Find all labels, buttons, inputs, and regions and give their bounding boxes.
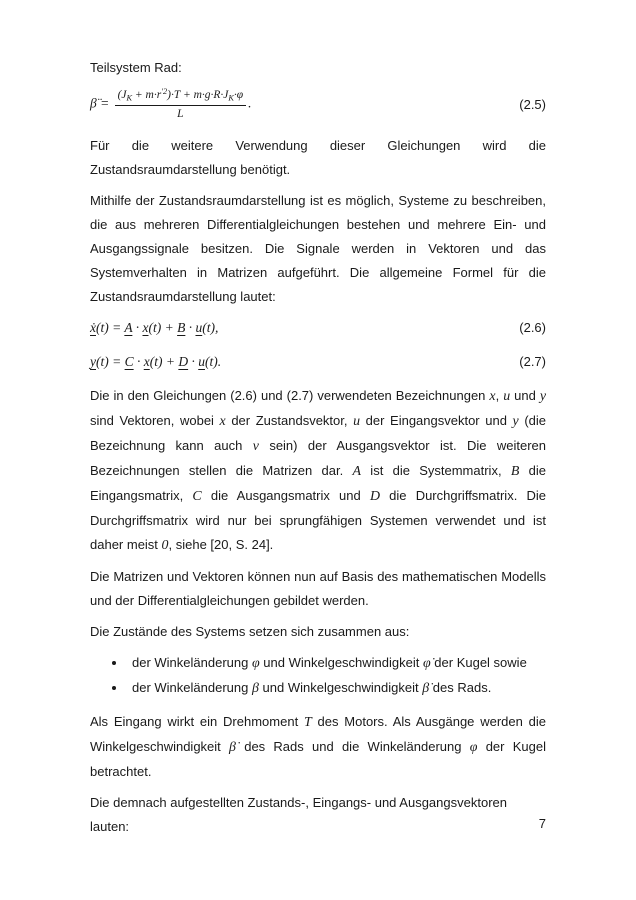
- math-vector-symbol: x: [142, 320, 149, 336]
- math-subscript: K: [228, 93, 234, 103]
- equation-2-6: [90, 316, 546, 340]
- math-symbol: β̇: [229, 740, 236, 756]
- math-symbol: φ: [469, 740, 478, 756]
- math-vector-symbol: D: [178, 354, 189, 370]
- paragraph-matrizen-vektoren: Die Matrizen und Vektoren können nun auf Basis des mathematischen Modells und der Differentialgleichungen gebildet werden.: [90, 569, 546, 609]
- equation-2-5-number: (2.5): [519, 96, 546, 112]
- paragraph-verwendung: Für die weitere Verwendung dieser Gleichungen wird die Zustandsraumdarstellung benötigt.: [90, 138, 546, 178]
- math-symbol: y: [539, 389, 546, 405]
- page-number: 7: [538, 816, 546, 831]
- equation-2-7: [90, 350, 546, 374]
- math-subscript: K: [126, 93, 133, 103]
- math-symbol: B: [510, 464, 520, 480]
- math-symbol: T: [303, 715, 312, 731]
- math-symbol: x: [219, 414, 226, 430]
- math-vector-symbol: C: [124, 354, 134, 370]
- paragraph-zustaende: Die Zustände des Systems setzen sich zusammen aus:: [90, 624, 410, 640]
- math-symbol: β̇: [422, 681, 430, 697]
- fraction: $\frac{(J_K + m\cdot r^{'2})\cdot T + m\cdot g\cdot R\cdot J_K\cdot\varphi}{L}$: [115, 87, 247, 122]
- math-symbol: x: [489, 389, 496, 405]
- math-symbol: D: [369, 489, 380, 505]
- equation-2-7-number: (2.7): [519, 354, 546, 370]
- equation-2-7-body: y(t) = C · x(t) + D · u(t).: [90, 354, 222, 370]
- math-symbol: A: [352, 464, 362, 480]
- math-symbol: u: [503, 389, 511, 405]
- math-vector-symbol: B: [177, 320, 186, 336]
- math-symbol: φ̇: [422, 656, 431, 672]
- math-symbol: y: [512, 414, 519, 430]
- math-vector-symbol: A: [124, 320, 133, 336]
- text-block: [90, 56, 546, 846]
- paragraph-vektoren-lauten: Die demnach aufgestellten Zustands-, Eingangs- und Ausgangsvektoren lauten:: [90, 795, 507, 835]
- math-superscript: ′2: [161, 87, 168, 96]
- equation-2-5-body: β̈ = $\frac{(J_K + m\cdot r^{'2})\cdot T + m\cdot g\cdot R\cdot J_K\cdot\varphi}{L}$ .: [90, 87, 252, 121]
- math-vector-symbol: u: [198, 354, 205, 370]
- paragraph-eingang-ausgang: Als Eingang wirkt ein Drehmoment T des Motors. Als Ausgänge werden die Winkelgeschwindigkeit β̇ des Rads und die Winkeländerung φ der Kugel betrachtet.: [90, 714, 546, 780]
- math-symbol: u: [353, 414, 361, 430]
- math-vector-symbol: x: [143, 354, 150, 370]
- equation-2-6-body: ẋ(t) = A · x(t) + B · u(t),: [90, 320, 219, 336]
- math-symbol: φ: [251, 656, 260, 672]
- equation-2-5: [90, 87, 546, 122]
- math-symbol: β: [251, 681, 259, 697]
- bullet-item-rad: • der Winkeländerung β und Winkelgeschwindigkeit β̇ des Rads.: [127, 676, 546, 701]
- math-vector-symbol: y: [90, 354, 96, 370]
- paragraph-teilsystem-rad: Teilsystem Rad:: [90, 60, 182, 75]
- math-vector-symbol: u: [195, 320, 203, 336]
- paragraph-mithilfe: Mithilfe der Zustandsraumdarstellung ist es möglich, Systeme zu beschreiben, die aus mehreren Differentialgleichungen bestehen und mehrere Ein- und Ausgangssignale besitzen. Die Signale werden in Vektoren und das Systemverhalten in Matrizen aufgeführt. Die allgemeine Formel für die Zustandsraumdarstellung lautet:: [90, 193, 546, 305]
- math-vector-symbol: ẋ: [90, 320, 96, 336]
- math-symbol: 0: [161, 538, 169, 554]
- bullet-list: [90, 651, 546, 701]
- bullet-item-kugel: • der Winkeländerung φ und Winkelgeschwindigkeit φ̇ der Kugel sowie: [127, 651, 546, 676]
- equation-2-6-number: (2.6): [519, 320, 546, 336]
- math-symbol: v: [252, 439, 259, 455]
- math-symbol: C: [192, 489, 202, 505]
- paragraph-bezeichnungen: Die in den Gleichungen (2.6) und (2.7) verwendeten Bezeichnungen x, u und y sind Vektoren, wobei x der Zustandsvektor, u der Eingangsvektor und y (die Bezeichnung kann auch v sein) der Ausgangsvektor ist. Die weiteren Bezeichnungen stellen die Matrizen dar. A ist die Systemmatrix, B die Eingangsmatrix, C die Ausgangsmatrix und D die Durchgriffsmatrix. Die Durchgriffsmatrix wird nur bei sprungfähigen Systemen verwendet und ist daher meist 0, siehe [20, S. 24].: [90, 388, 546, 554]
